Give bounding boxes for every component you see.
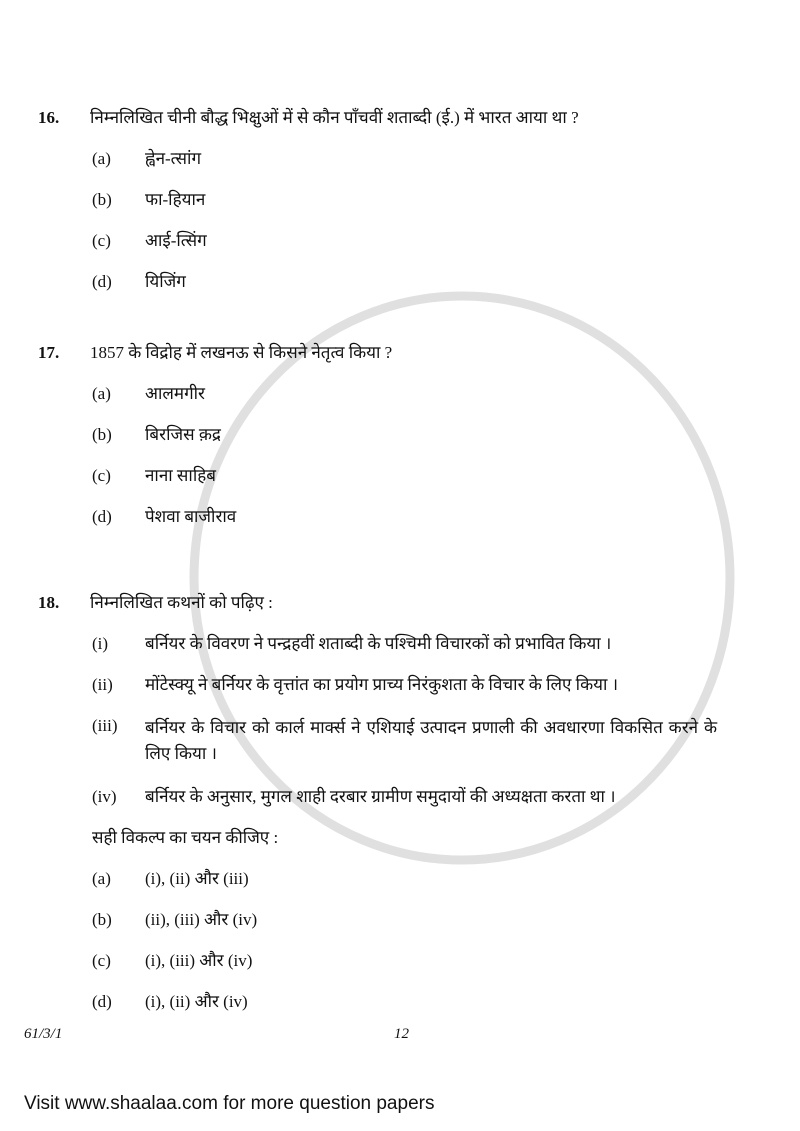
page-number: 12 [394,1026,409,1042]
option [38,271,728,293]
option-text: नाना साहिब [145,466,216,485]
option-label: (c) [92,951,111,970]
option-label: (b) [92,425,112,444]
option [38,230,728,252]
question-text: 1857 के विद्रोह में लखनऊ से किसने नेतृत्व किया ? [90,343,393,362]
option-label: (c) [92,231,111,250]
option-label: (b) [92,190,112,209]
paper-code: 61/3/1 [24,1026,63,1042]
option-text: आई-त्सिंग [145,231,207,250]
option [38,383,728,405]
option-text: (i), (ii) और (iv) [145,992,248,1011]
question-text: निम्नलिखित कथनों को पढ़िए : [90,593,273,612]
option [38,506,728,528]
option-text: (ii), (iii) और (iv) [145,910,258,929]
option [38,909,728,931]
option [38,189,728,211]
option [38,465,728,487]
option [38,991,728,1013]
statement [38,715,728,767]
option [38,950,728,972]
question-17 [38,342,728,364]
option [38,148,728,170]
option-label: (a) [92,869,111,888]
option-text: ह्वेन-त्सांग [145,149,202,168]
statement [38,674,728,696]
option [38,424,728,446]
option-text: पेशवा बाजीराव [145,507,237,526]
option-label: (d) [92,272,112,291]
option-label: (a) [92,149,111,168]
question-16 [38,107,728,129]
option-text: (i), (iii) और (iv) [145,951,253,970]
question-paper [38,107,728,1032]
statement-label: (iv) [92,787,117,806]
statement-label: (i) [92,634,109,653]
option-label: (d) [92,507,112,526]
question-text: निम्नलिखित चीनी बौद्ध भिक्षुओं में से कौन पाँचवीं शताब्दी (ई.) में भारत आया था ? [90,108,579,127]
statement-label: (iii) [92,716,118,735]
option-label: (a) [92,384,111,403]
option-text: फा-हियान [145,190,206,209]
question-number: 18. [38,593,60,612]
option [38,868,728,890]
question-18 [38,592,728,614]
option-text: यिजिंग [145,272,186,291]
question-prompt: सही विकल्प का चयन कीजिए : [92,828,279,847]
option-text: बिरजिस क़द्र [145,425,221,444]
option-label: (b) [92,910,112,929]
option-text: (i), (ii) और (iii) [145,869,249,888]
question-number: 17. [38,343,60,362]
statement [38,633,728,655]
statement-text: मोंटेस्क्यू ने बर्नियर के वृत्तांत का प्रयोग प्राच्य निरंकुशता के विचार के लिए किया । [145,675,619,694]
statement-text: बर्नियर के विवरण ने पन्द्रहवीं शताब्दी के पश्चिमी विचारकों को प्रभावित किया । [145,634,612,653]
visit-link-text[interactable]: Visit www.shaalaa.com for more question papers [24,1093,435,1114]
statement-text: बर्नियर के विचार को कार्ल मार्क्स ने एशियाई उत्पादन प्रणाली की अवधारणा विकसित करने के लिए किया । [145,718,717,763]
option-label: (d) [92,992,112,1011]
option-text: आलमगीर [145,384,205,403]
statement-label: (ii) [92,675,113,694]
prompt-row [38,827,728,849]
option-label: (c) [92,466,111,485]
statement [38,786,728,808]
statement-text: बर्नियर के अनुसार, मुगल शाही दरबार ग्रामीण समुदायों की अध्यक्षता करता था । [145,787,616,806]
question-number: 16. [38,108,60,127]
